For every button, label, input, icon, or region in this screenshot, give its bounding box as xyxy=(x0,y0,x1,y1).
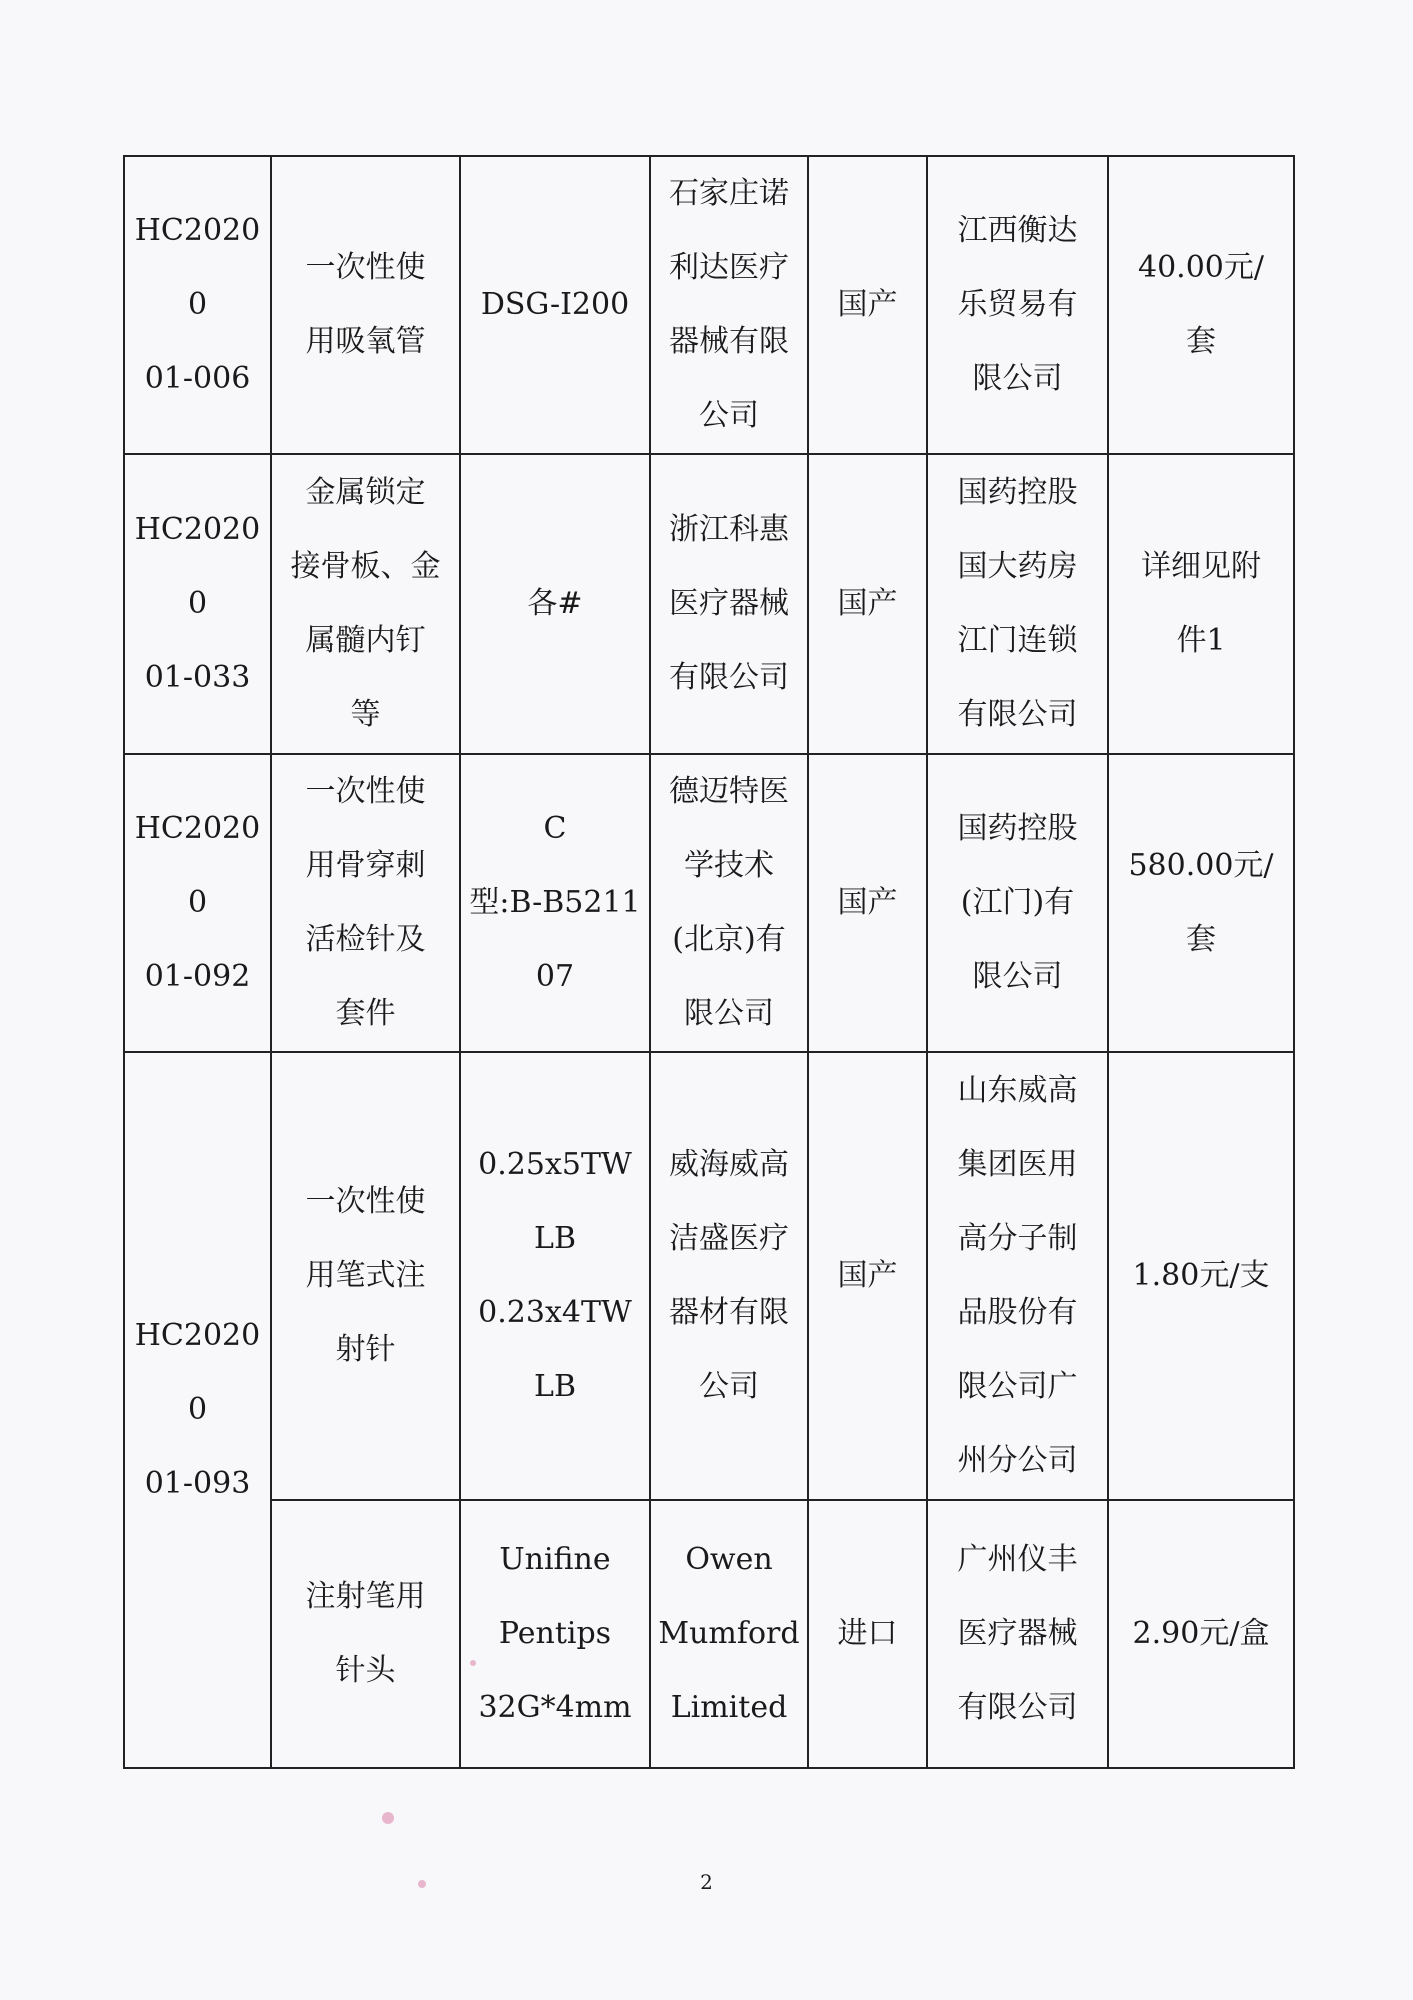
price-cell: 1.80元/支 xyxy=(1108,1052,1294,1500)
code-cell: HC20200 01-092 xyxy=(124,754,271,1052)
table-row xyxy=(124,156,1294,454)
price-cell: 580.00元/ 套 xyxy=(1108,754,1294,1052)
ink-stain xyxy=(470,1660,476,1666)
manufacturer-cell: 石家庄诺 利达医疗 器械有限 公司 xyxy=(650,156,808,454)
name-cell: 一次性使 用骨穿刺 活检针及 套件 xyxy=(271,754,460,1052)
origin-cell: 国产 xyxy=(808,1052,927,1500)
origin-cell: 进口 xyxy=(808,1500,927,1768)
price-cell: 2.90元/盒 xyxy=(1108,1500,1294,1768)
name-cell: 一次性使 用吸氧管 xyxy=(271,156,460,454)
model-cell: C 型:B-B5211 07 xyxy=(460,754,650,1052)
code-cell: HC20200 01-033 xyxy=(124,454,271,754)
table-row xyxy=(124,454,1294,754)
code-cell: HC20200 01-006 xyxy=(124,156,271,454)
price-cell: 40.00元/ 套 xyxy=(1108,156,1294,454)
name-cell: 一次性使 用笔式注 射针 xyxy=(271,1052,460,1500)
name-cell: 金属锁定 接骨板、金 属髓内钉 等 xyxy=(271,454,460,754)
model-cell: DSG-I200 xyxy=(460,156,650,454)
manufacturer-cell: 德迈特医 学技术 (北京)有 限公司 xyxy=(650,754,808,1052)
supplier-cell: 广州仪丰 医疗器械 有限公司 xyxy=(927,1500,1108,1768)
supplier-cell: 国药控股 (江门)有 限公司 xyxy=(927,754,1108,1052)
model-cell: 各# xyxy=(460,454,650,754)
name-cell: 注射笔用 针头 xyxy=(271,1500,460,1768)
table-row xyxy=(124,754,1294,1052)
model-cell: Unifine Pentips 32G*4mm xyxy=(460,1500,650,1768)
price-cell: 详细见附 件1 xyxy=(1108,454,1294,754)
code-cell: HC20200 01-093 xyxy=(124,1052,271,1768)
product-table xyxy=(123,155,1295,1769)
table-row xyxy=(124,1052,1294,1500)
manufacturer-cell: 浙江科惠 医疗器械 有限公司 xyxy=(650,454,808,754)
origin-cell: 国产 xyxy=(808,454,927,754)
supplier-cell: 江西衡达 乐贸易有 限公司 xyxy=(927,156,1108,454)
origin-cell: 国产 xyxy=(808,156,927,454)
table-row xyxy=(124,1500,1294,1768)
ink-stain xyxy=(382,1812,394,1824)
page-number: 2 xyxy=(700,1870,713,1894)
model-cell: 0.25x5TW LB 0.23x4TW LB xyxy=(460,1052,650,1500)
origin-cell: 国产 xyxy=(808,754,927,1052)
supplier-cell: 国药控股 国大药房 江门连锁 有限公司 xyxy=(927,454,1108,754)
manufacturer-cell: Owen Mumford Limited xyxy=(650,1500,808,1768)
manufacturer-cell: 威海威高 洁盛医疗 器材有限 公司 xyxy=(650,1052,808,1500)
supplier-cell: 山东威高 集团医用 高分子制 品股份有 限公司广 州分公司 xyxy=(927,1052,1108,1500)
